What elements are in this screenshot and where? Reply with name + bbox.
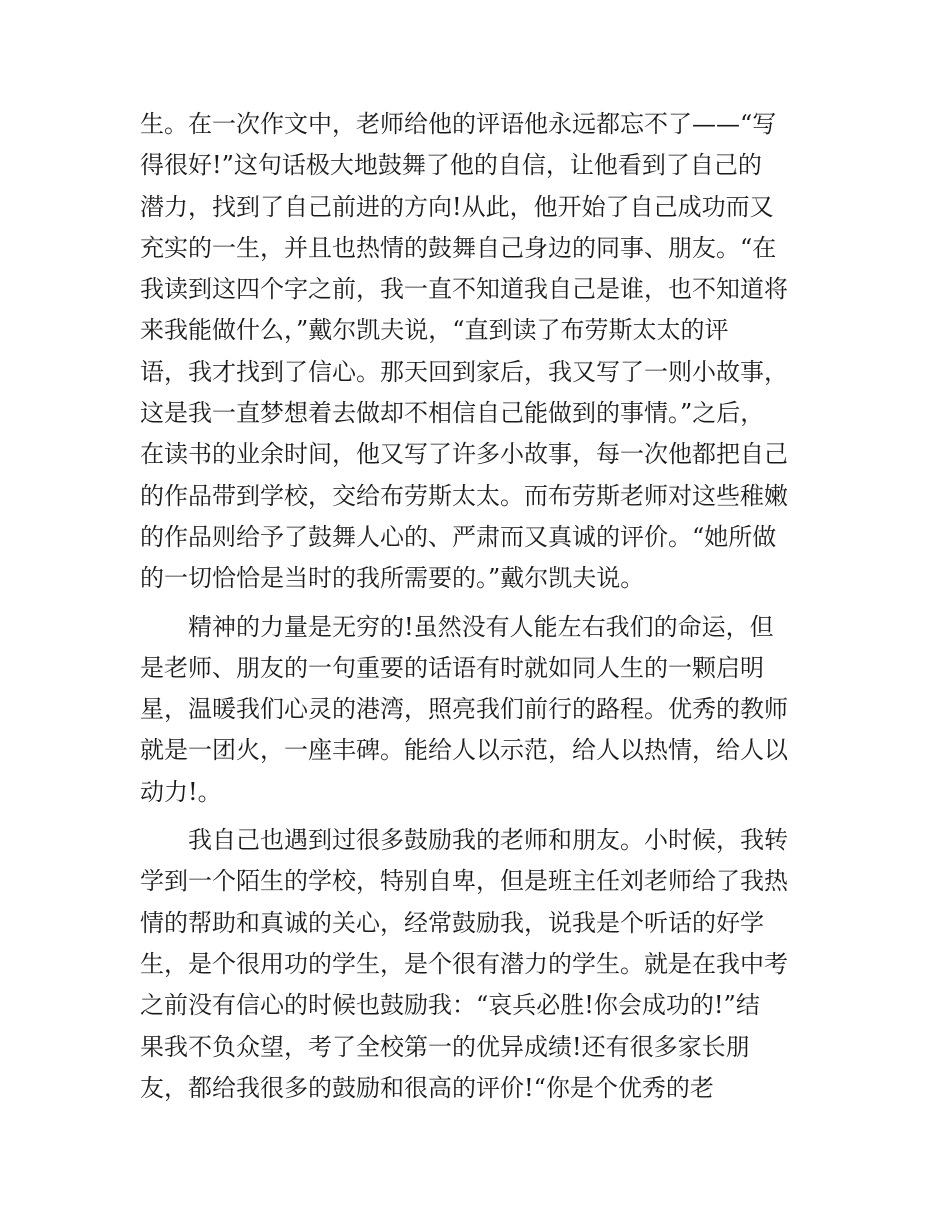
text-line: 的一切恰恰是当时的我所需要的。”戴尔凯夫说。 <box>140 564 645 593</box>
text-line: 星，温暖我们心灵的港湾，照亮我们前行的路程。优秀的教师 <box>140 695 788 724</box>
document-body <box>140 104 812 1109</box>
text-line: 来我能做什么，”戴尔凯夫说，“直到读了布劳斯太太的评 <box>140 316 729 345</box>
text-line: 就是一团火，一座丰碑。能给人以示范，给人以热情，给人以 <box>140 736 788 765</box>
text-line: 这是我一直梦想着去做却不相信自己能做到的事情。”之后， <box>140 399 765 428</box>
text-line: 的作品则给予了鼓舞人心的、严肃而又真诚的评价。“她所做 <box>140 522 777 551</box>
paragraph-spacer <box>140 600 812 607</box>
text-line: 生，是个很用功的学生，是个很有潜力的学生。就是在我中考 <box>140 949 788 978</box>
text-line: 生。在一次作文中，老师给他的评语他永远都忘不了——“写 <box>140 110 777 138</box>
text-line: 充实的一生，并且也热情的鼓舞自己身边的同事、朋友。“在 <box>140 233 777 262</box>
text-line: 潜力，找到了自己前进的方向!从此，他开始了自己成功而又 <box>140 192 774 221</box>
text-line: 学到一个陌生的学校，特别自卑，但是班主任刘老师给了我热 <box>140 867 788 896</box>
text-line: 我读到这四个字之前，我一直不知道我自己是谁，也不知道将 <box>140 275 788 304</box>
text-line: 动力!。 <box>140 777 222 806</box>
text-line: 在读书的业余时间，他又写了许多小故事，每一次他都把自己 <box>140 440 788 469</box>
text-line: 是老师、朋友的一句重要的话语有时就如同人生的一颗启明 <box>140 653 764 682</box>
paragraph-spacer <box>140 813 812 820</box>
text-line: 得很好!”这句话极大地鼓舞了他的自信，让他看到了自己的 <box>140 151 762 180</box>
text-line: 情的帮助和真诚的关心，经常鼓励我，说我是个听话的好学 <box>140 908 764 937</box>
text-line: 语，我才找到了信心。那天回到家后，我又写了一则小故事， <box>140 357 788 386</box>
text-line: 精神的力量是无穷的!虽然没有人能左右我们的命运，但 <box>188 612 774 641</box>
text-line: 的作品带到学校，交给布劳斯太太。而布劳斯老师对这些稚嫩 <box>140 481 788 510</box>
paragraph-2 <box>140 607 812 813</box>
text-line: 果我不负众望，考了全校第一的优异成绩!还有很多家长朋 <box>140 1032 750 1061</box>
text-line: 我自己也遇到过很多鼓励我的老师和朋友。小时候，我转 <box>188 826 788 855</box>
text-line: 友，都给我很多的鼓励和很高的评价!“你是个优秀的老 <box>140 1073 714 1102</box>
text-line: 之前没有信心的时候也鼓励我：“哀兵必胜!你会成功的!”结 <box>140 991 760 1020</box>
paragraph-1 <box>140 104 812 600</box>
paragraph-3 <box>140 820 812 1109</box>
